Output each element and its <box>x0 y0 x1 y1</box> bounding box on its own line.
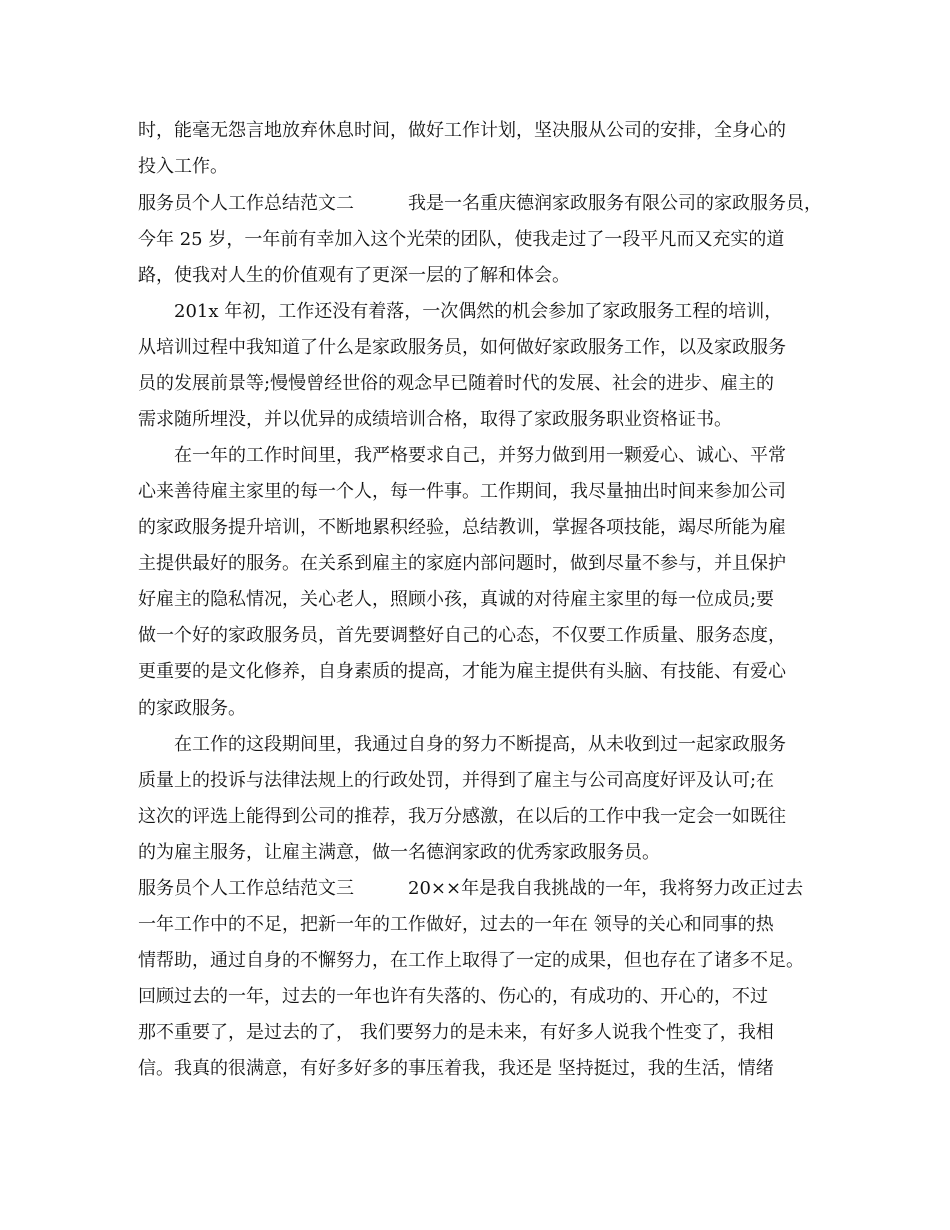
text-line: 从培训过程中我知道了什么是家政服务员，如何做好家政服务工作，以及家政服务 <box>138 337 786 358</box>
text-line: 今年 25 岁，一年前有幸加入这个光荣的团队，使我走过了一段平凡而又充实的道 <box>138 229 785 250</box>
text-line: 那不重要了，是过去的了， 我们要努力的是未来，有好多人说我个性变了，我相 <box>138 1022 774 1043</box>
text-line: 员的发展前景等;慢慢曾经世俗的观念早已随着时代的发展、社会的进步、雇主的 <box>138 373 775 394</box>
text-line: 的家政服务。 <box>138 698 246 719</box>
text-line: 服务员个人工作总结范文二 我是一名重庆德润家政服务有限公司的家政服务员， <box>138 193 822 214</box>
text-line: 更重要的是文化修养，自身素质的提高，才能为雇主提供有头脑、有技能、有爱心 <box>138 661 786 682</box>
text-line: 在工作的这段期间里，我通过自身的努力不断提高，从未收到过一起家政服务 <box>138 734 786 755</box>
text-line: 好雇主的隐私情况，关心老人，照顾小孩，真诚的对待雇主家里的每一位成员;要 <box>138 589 775 610</box>
text-line: 的为雇主服务，让雇主满意，做一名德润家政的优秀家政服务员。 <box>138 842 660 863</box>
text-line: 回顾过去的一年，过去的一年也许有失落的、伤心的，有成功的、开心的，不过 <box>138 986 768 1007</box>
text-line: 201x 年初，工作还没有着落，一次偶然的机会参加了家政服务工程的培训， <box>138 301 783 322</box>
text-line: 的家政服务提升培训，不断地累积经验，总结教训，掌握各项技能，竭尽所能为雇 <box>138 517 786 538</box>
text-line: 做一个好的家政服务员，首先要调整好自己的心态，不仅要工作质量、服务态度， <box>138 625 786 646</box>
text-line: 时，能毫无怨言地放弃休息时间，做好工作计划，坚决服从公司的安排，全身心的 <box>138 120 786 141</box>
text-line: 需求随所埋没，并以优异的成绩培训合格，取得了家政服务职业资格证书。 <box>138 409 732 430</box>
text-line: 心来善待雇主家里的每一个人，每一件事。工作期间，我尽量抽出时间来参加公司 <box>138 481 786 502</box>
text-line: 路，使我对人生的价值观有了更深一层的了解和体会。 <box>138 265 570 286</box>
text-line: 主提供最好的服务。在关系到雇主的家庭内部问题时，做到尽量不参与，并且保护 <box>138 553 786 574</box>
text-line: 投入工作。 <box>138 156 228 177</box>
text-line: 信。我真的很满意，有好多好多的事压着我，我还是 坚持挺过，我的生活，情绪 <box>138 1058 774 1079</box>
text-line: 这次的评选上能得到公司的推荐，我万分感激，在以后的工作中我一定会一如既往 <box>138 806 786 827</box>
text-line: 一年工作中的不足，把新一年的工作做好，过去的一年在 领导的关心和同事的热 <box>138 914 774 935</box>
text-line: 在一年的工作时间里，我严格要求自己，并努力做到用一颗爱心、诚心、平常 <box>138 445 786 466</box>
text-line: 情帮助，通过自身的不懈努力，在工作上取得了一定的成果，但也存在了诸多不足。 <box>138 950 804 971</box>
text-line: 质量上的投诉与法律法规上的行政处罚，并得到了雇主与公司高度好评及认可;在 <box>138 770 775 791</box>
text-line: 服务员个人工作总结范文三 20××年是我自我挑战的一年，我将努力改正过去 <box>138 878 804 899</box>
